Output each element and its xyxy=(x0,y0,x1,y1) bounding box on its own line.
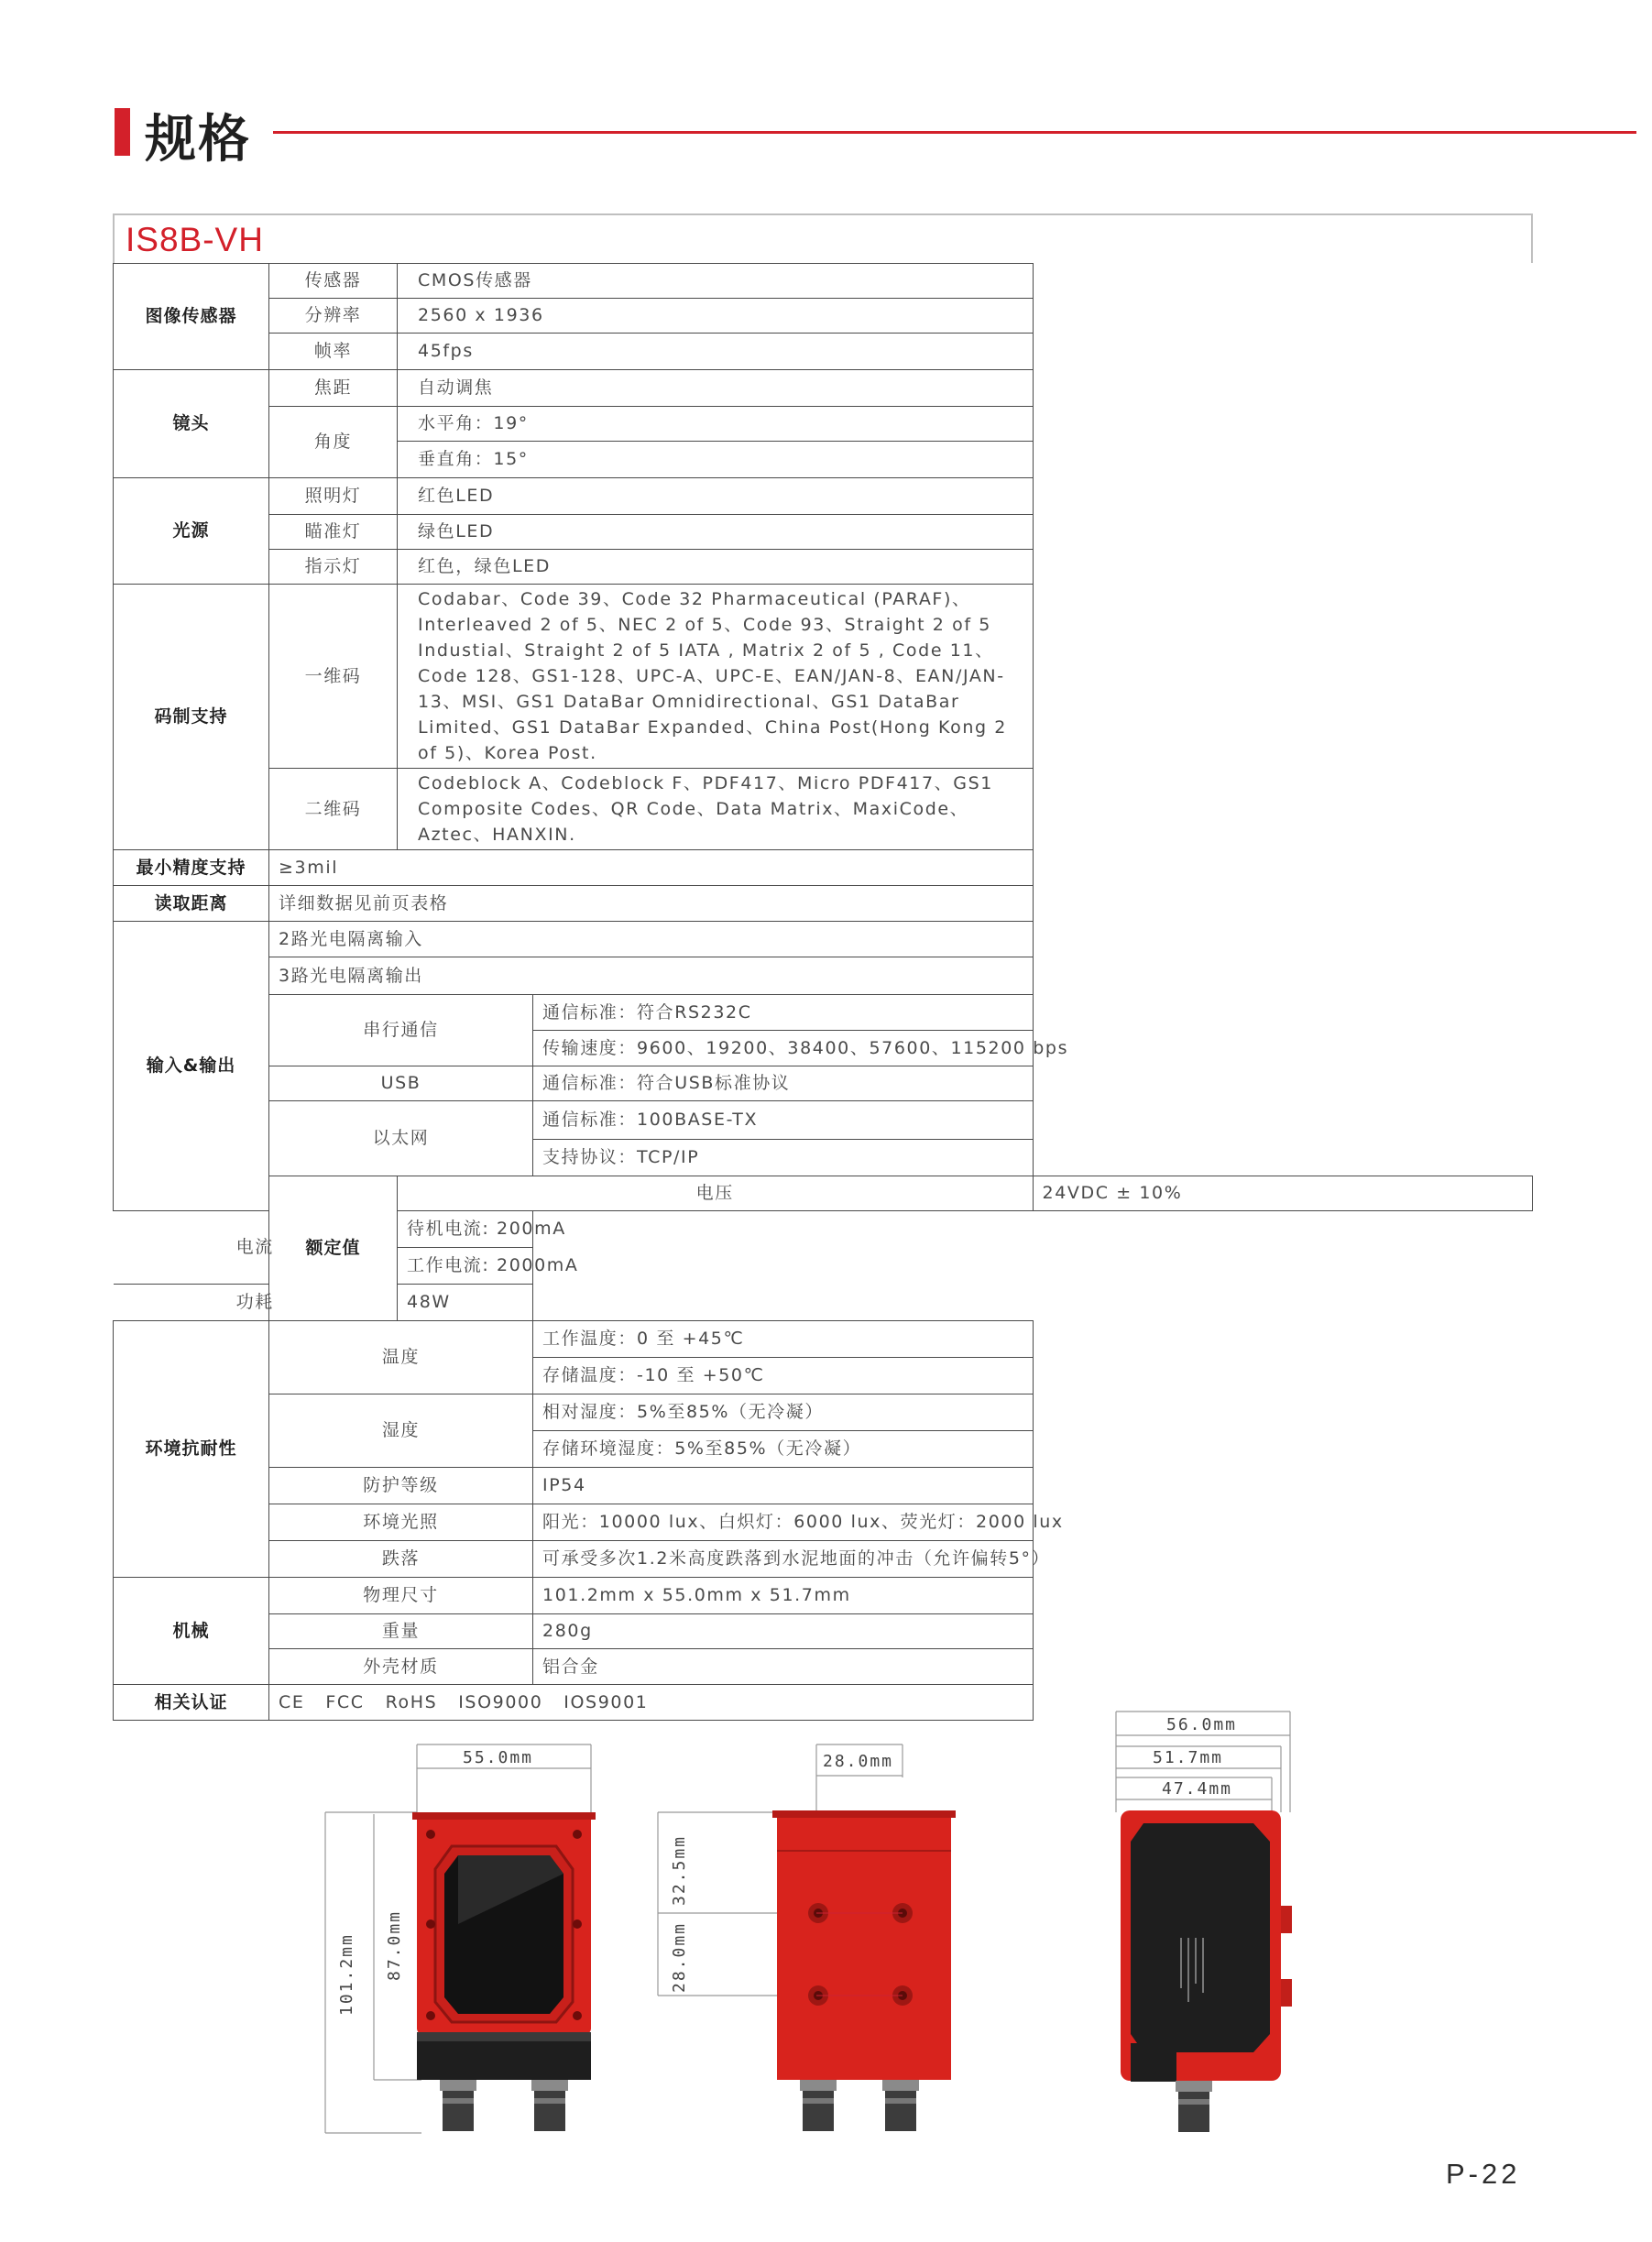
table-row xyxy=(114,1614,1533,1649)
cat-codes: 码制支持 xyxy=(114,585,269,850)
label-usb: USB xyxy=(269,1066,533,1101)
value-min-precision: ≥3mil xyxy=(269,850,1034,886)
value-io-in: 2路光电隔离输入 xyxy=(269,922,1034,957)
label-focus: 焦距 xyxy=(269,370,398,407)
value-power: 48W xyxy=(398,1285,533,1321)
value-current-work: 工作电流: 2000mA xyxy=(398,1248,533,1285)
table-row xyxy=(114,1176,1533,1211)
value-temp-work: 工作温度：0 至 +45℃ xyxy=(533,1321,1034,1358)
value-framerate: 45fps xyxy=(398,334,1034,370)
table-row xyxy=(114,1468,1533,1504)
value-2d: Codeblock A、Codeblock F、PDF417、Micro PDF417、GS1 Composite Codes、QR Code、Data Matrix、MaxiCode、Aztec、HANXIN. xyxy=(398,769,1034,850)
table-row xyxy=(114,1578,1533,1614)
cat-image-sensor: 图像传感器 xyxy=(114,264,269,370)
label-1d: 一维码 xyxy=(269,585,398,769)
back-view-drawing xyxy=(653,1741,956,2144)
value-ambient: 阳光：10000 lux、白炽灯：6000 lux、荧光灯：2000 lux xyxy=(533,1504,1034,1541)
value-cert: CE FCC RoHS ISO9000 IOS9001 xyxy=(269,1685,1034,1721)
value-serial-speed: 传输速度：9600、19200、38400、57600、115200 bps xyxy=(533,1031,1034,1066)
value-ip: IP54 xyxy=(533,1468,1034,1504)
label-temp: 温度 xyxy=(269,1321,533,1394)
table-row xyxy=(114,264,1533,299)
table-row xyxy=(114,1685,1533,1721)
cat-read-distance: 读取距离 xyxy=(114,886,269,922)
dim-back-upper: 32.5mm xyxy=(670,1834,689,1906)
value-usb-std: 通信标准：符合USB标准协议 xyxy=(533,1066,1034,1101)
cat-env: 环境抗耐性 xyxy=(114,1321,269,1578)
model-header xyxy=(113,213,1533,263)
label-framerate: 帧率 xyxy=(269,334,398,370)
side-view-drawing xyxy=(1107,1704,1308,2144)
label-power: 功耗 xyxy=(114,1285,398,1321)
label-humid: 湿度 xyxy=(269,1394,533,1468)
table-row xyxy=(114,1101,1533,1140)
value-current-standby: 待机电流: 200mA xyxy=(398,1211,533,1248)
table-row xyxy=(114,995,1533,1031)
cat-rated: 额定值 xyxy=(269,1176,398,1321)
label-2d: 二维码 xyxy=(269,769,398,850)
cat-min-precision: 最小精度支持 xyxy=(114,850,269,886)
table-row xyxy=(114,370,1533,407)
table-row xyxy=(114,299,1533,334)
dim-side-w1: 56.0mm xyxy=(1166,1715,1238,1734)
value-humid-store: 存储环境湿度：5%至85%（无冷凝） xyxy=(533,1431,1034,1468)
dim-front-width: 55.0mm xyxy=(463,1748,534,1767)
model-name: IS8B-VH xyxy=(126,221,264,258)
label-sensor: 传感器 xyxy=(269,264,398,299)
table-row xyxy=(114,1394,1533,1431)
label-resolution: 分辨率 xyxy=(269,299,398,334)
value-aim: 绿色LED xyxy=(398,515,1034,550)
cat-cert: 相关认证 xyxy=(114,1685,269,1721)
cat-light: 光源 xyxy=(114,478,269,585)
value-humid-rel: 相对湿度：5%至85%（无冷凝） xyxy=(533,1394,1034,1431)
label-weight: 重量 xyxy=(269,1614,533,1649)
table-row xyxy=(114,1504,1533,1541)
table-row xyxy=(114,478,1533,515)
label-current: 电流 xyxy=(114,1211,398,1285)
label-shell: 外壳材质 xyxy=(269,1649,533,1685)
dim-back-lower: 28.0mm xyxy=(670,1921,689,1993)
table-row xyxy=(114,1285,1533,1321)
value-drop: 可承受多次1.2米高度跌落到水泥地面的冲击（允许偏转5°） xyxy=(533,1541,1034,1578)
value-focus: 自动调焦 xyxy=(398,370,1034,407)
table-row xyxy=(114,585,1533,769)
value-angle-h: 水平角：19° xyxy=(398,407,1034,442)
table-row xyxy=(114,407,1533,442)
header-rule xyxy=(273,131,1636,134)
value-eth-proto: 支持协议：TCP/IP xyxy=(533,1140,1034,1176)
page-number: P-22 xyxy=(1446,2158,1521,2190)
table-row xyxy=(114,1321,1533,1358)
label-serial: 串行通信 xyxy=(269,995,533,1066)
value-temp-store: 存储温度：-10 至 +50℃ xyxy=(533,1358,1034,1394)
value-1d: Codabar、Code 39、Code 32 Pharmaceutical (PARAF)、Interleaved 2 of 5、NEC 2 of 5、Code 93、Straight 2 of 5 Industial、Straight 2 of 5 IATA , Matrix 2 of 5 , Code 11、Code 128、GS1-128、UPC-A、UPC-E、EAN/JAN-8、EAN/JAN-13、MSI、GS1 DataBar Omnidirectional、GS1 DataBar Limited、GS1 DataBar Expanded、China Post(Hong Kong 2 of 5)、Korea Post. xyxy=(398,585,1034,769)
value-voltage: 24VDC ± 10% xyxy=(1033,1176,1533,1211)
dim-side-w2: 51.7mm xyxy=(1153,1748,1224,1767)
value-weight: 280g xyxy=(533,1614,1034,1649)
table-row xyxy=(114,515,1533,550)
dim-side-w3: 47.4mm xyxy=(1162,1779,1233,1799)
dim-back-width: 28.0mm xyxy=(823,1752,894,1771)
table-row xyxy=(114,886,1533,922)
table-row xyxy=(114,922,1533,957)
page-title: 规格 xyxy=(145,110,251,170)
table-row xyxy=(114,1541,1533,1578)
table-row xyxy=(114,1649,1533,1685)
label-ip: 防护等级 xyxy=(269,1468,533,1504)
value-size: 101.2mm x 55.0mm x 51.7mm xyxy=(533,1578,1034,1614)
label-drop: 跌落 xyxy=(269,1541,533,1578)
value-io-out: 3路光电隔离输出 xyxy=(269,957,1034,995)
label-size: 物理尺寸 xyxy=(269,1578,533,1614)
value-eth-std: 通信标准：100BASE-TX xyxy=(533,1101,1034,1140)
value-indicator: 红色，绿色LED xyxy=(398,550,1034,585)
table-row xyxy=(114,850,1533,886)
label-voltage: 电压 xyxy=(398,1176,1034,1211)
label-ambient: 环境光照 xyxy=(269,1504,533,1541)
value-serial-std: 通信标准：符合RS232C xyxy=(533,995,1034,1031)
front-view-graphic xyxy=(321,1741,614,2144)
value-resolution: 2560 x 1936 xyxy=(398,299,1034,334)
cat-io: 输入&输出 xyxy=(114,922,269,1211)
header-accent-bar xyxy=(115,108,130,156)
label-indicator: 指示灯 xyxy=(269,550,398,585)
value-read-distance: 详细数据见前页表格 xyxy=(269,886,1034,922)
dim-front-window: 87.0mm xyxy=(385,1909,404,1981)
label-angle: 角度 xyxy=(269,407,398,478)
value-shell: 铝合金 xyxy=(533,1649,1034,1685)
table-row xyxy=(114,769,1533,850)
side-view-graphic xyxy=(1107,1704,1308,2144)
table-row xyxy=(114,550,1533,585)
front-view-drawing xyxy=(321,1741,614,2144)
value-angle-v: 垂直角：15° xyxy=(398,442,1034,478)
value-illum: 红色LED xyxy=(398,478,1034,515)
dim-front-height: 101.2mm xyxy=(337,1933,356,2016)
cat-lens: 镜头 xyxy=(114,370,269,478)
table-row xyxy=(114,957,1533,995)
spec-table xyxy=(113,263,1533,1721)
cat-mech: 机械 xyxy=(114,1578,269,1685)
label-aim: 瞄准灯 xyxy=(269,515,398,550)
table-row xyxy=(114,1066,1533,1101)
back-view-graphic xyxy=(653,1741,956,2144)
label-illum: 照明灯 xyxy=(269,478,398,515)
value-sensor: CMOS传感器 xyxy=(398,264,1034,299)
table-row xyxy=(114,334,1533,370)
label-eth: 以太网 xyxy=(269,1101,533,1176)
